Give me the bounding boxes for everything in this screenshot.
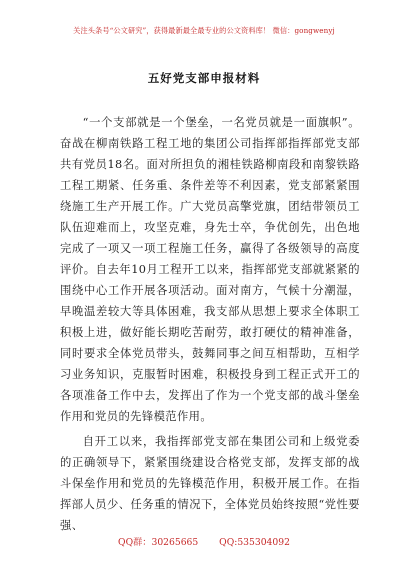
body-paragraph-1: “一个支部就是一个堡垒，一名党员就是一面旗帜”。奋战在柳南铁路工程工地的集团公司指挥部指挥部党支部共有党员18名。面对所担负的湘桂铁路柳南段和南黎铁路工程工期紧、任务重、条件差等不利因素，党支部紧紧围绕施工生产开展工作。广大党员高擎党旗，团结带领员工队伍迎难而上，攻坚克难，身先士卒，争优创先，出色地完成了一项又一项工程施工任务，赢得了各级领导的高度评价。自去年10月工程开工以来，指挥部党支部就紧紧的围绕中心工作开展各项活动。面对南方，气候十分潮湿，早晚温差较大等具体困难，我支部从思想上要求全体职工积极上进，做好能长期吃苦耐劳，敢打硬仗的精神准备，同时要求全体党员带头，鼓舞同事之间互相帮助，互相学习业务知识，克服暂时困难，积极投身到工程正式开工的各项准备工作中去，发挥出了作为一个党支部的战斗堡垒作用和党员的先锋模范作用。	[60, 116, 360, 423]
document-title: 五好党支部申报材料	[147, 71, 261, 85]
body-paragraph-2: 自开工以来，我指挥部党支部在集团公司和上级党委的正确领导下，紧紧围绕建设合格党支部，发挥支部的战斗保垒作用和党员的先锋模范作用，积极开展工作。在指挥部人员少、任务重的情况下，全体党员始终按照“党性要强、	[60, 435, 360, 532]
footer-contact	[0, 534, 408, 548]
footer-qq-group: QQ群：30265665	[118, 537, 199, 548]
document-body	[60, 112, 360, 536]
header-banner: 关注头条号“公文研究”，获得最新最全最专业的公文资料库！ 微信：gongwenyj	[73, 26, 335, 35]
footer-qq: QQ:535304092	[219, 537, 290, 548]
